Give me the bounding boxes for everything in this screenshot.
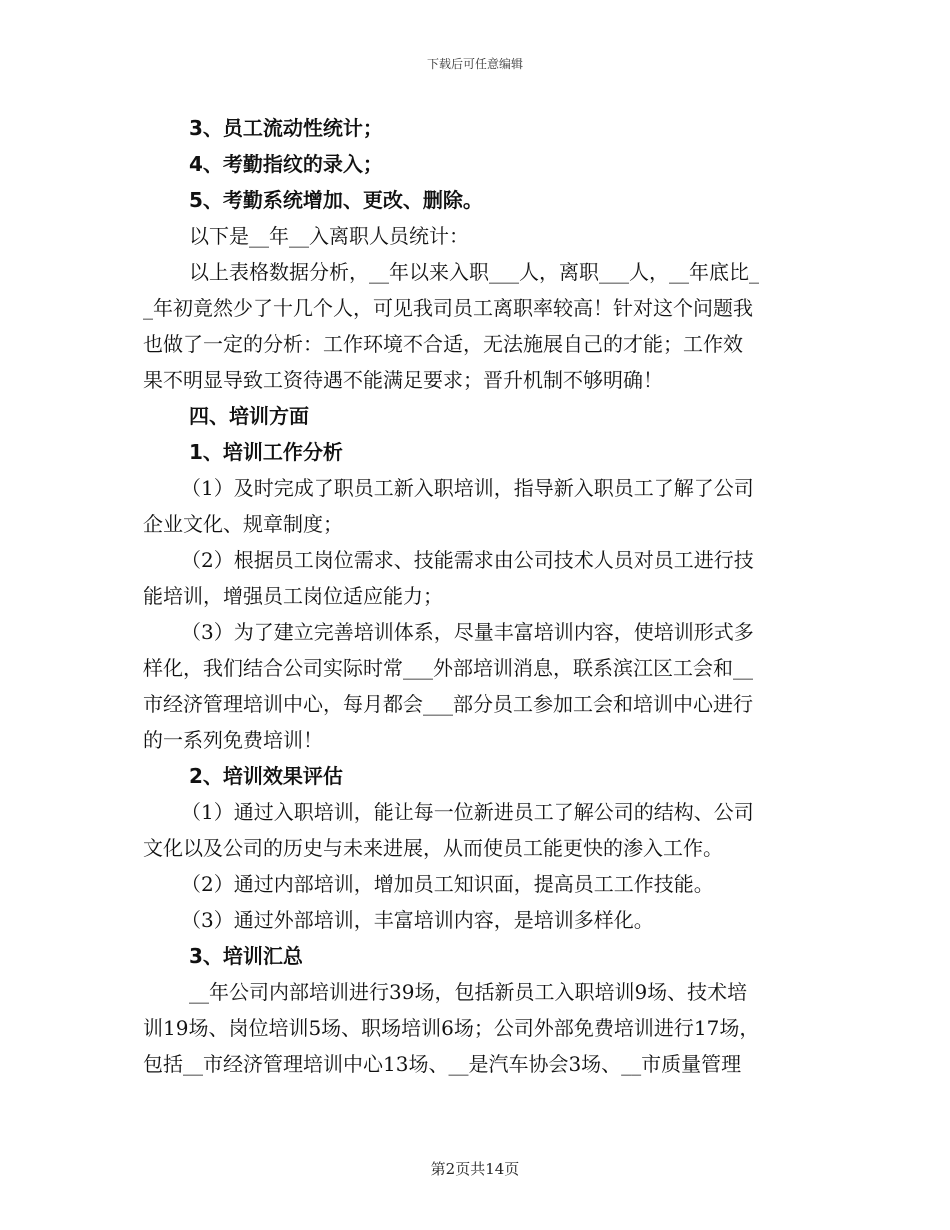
paragraph-line: 训19场、岗位培训5场、职场培训6场；公司外部免费培训进行17场， xyxy=(143,1016,760,1040)
paragraph-line: （2）根据员工岗位需求、技能需求由公司技术人员对员工进行技 xyxy=(181,548,754,572)
section-heading: 1、培训工作分析 xyxy=(189,440,343,464)
paragraph-line: （1）通过入职培训，能让每一位新进员工了解公司的结构、公司 xyxy=(181,800,754,824)
section-heading: 5、考勤系统增加、更改、删除。 xyxy=(189,188,483,212)
paragraph-line: 的一系列免费培训！ xyxy=(143,728,323,752)
paragraph-line: 以上表格数据分析，__年以来入职___人，离职___人，__年底比_ xyxy=(189,260,759,284)
paragraph-line: __年公司内部培训进行39场，包括新员工入职培训9场、技术培 xyxy=(189,980,748,1004)
paragraph-line: 也做了一定的分析：工作环境不合适，无法施展自己的才能；工作效 xyxy=(143,332,743,356)
paragraph-line: 样化，我们结合公司实际时常___外部培训消息，联系滨江区工会和__ xyxy=(143,656,753,680)
paragraph-line: _年初竟然少了十几个人，可见我司员工离职率较高！针对这个问题我 xyxy=(143,296,753,320)
paragraph-line: （1）及时完成了职员工新入职培训，指导新入职员工了解了公司 xyxy=(181,476,754,500)
paragraph-line: 能培训，增强员工岗位适应能力； xyxy=(143,584,443,608)
section-heading: 3、员工流动性统计； xyxy=(189,116,383,140)
paragraph-line: 包括__市经济管理培训中心13场、__是汽车协会3场、__市质量管理 xyxy=(143,1052,742,1076)
page-header: 下载后可任意编辑 xyxy=(426,57,523,71)
paragraph-line: 企业文化、规章制度； xyxy=(143,512,343,536)
section-heading: 3、培训汇总 xyxy=(189,944,303,968)
paragraph-line: 以下是__年__入离职人员统计： xyxy=(189,224,469,248)
paragraph-line: 文化以及公司的历史与未来进展，从而使员工能更快的渗入工作。 xyxy=(143,836,723,860)
page-footer: 第2页共14页 xyxy=(430,1160,520,1178)
section-heading: 2、培训效果评估 xyxy=(189,764,343,788)
paragraph-line: （2）通过内部培训，增加员工知识面，提高员工工作技能。 xyxy=(181,872,714,896)
paragraph-line: （3）为了建立完善培训体系，尽量丰富培训内容，使培训形式多 xyxy=(181,620,754,644)
paragraph-line: 市经济管理培训中心，每月都会___部分员工参加工会和培训中心进行 xyxy=(143,692,753,716)
paragraph-line: 果不明显导致工资待遇不能满足要求；晋升机制不够明确！ xyxy=(143,368,663,392)
paragraph-line: （3）通过外部培训，丰富培训内容，是培训多样化。 xyxy=(181,908,654,932)
document-body xyxy=(143,110,808,1082)
section-heading: 四、培训方面 xyxy=(189,404,309,428)
section-heading: 4、考勤指纹的录入； xyxy=(189,152,383,176)
